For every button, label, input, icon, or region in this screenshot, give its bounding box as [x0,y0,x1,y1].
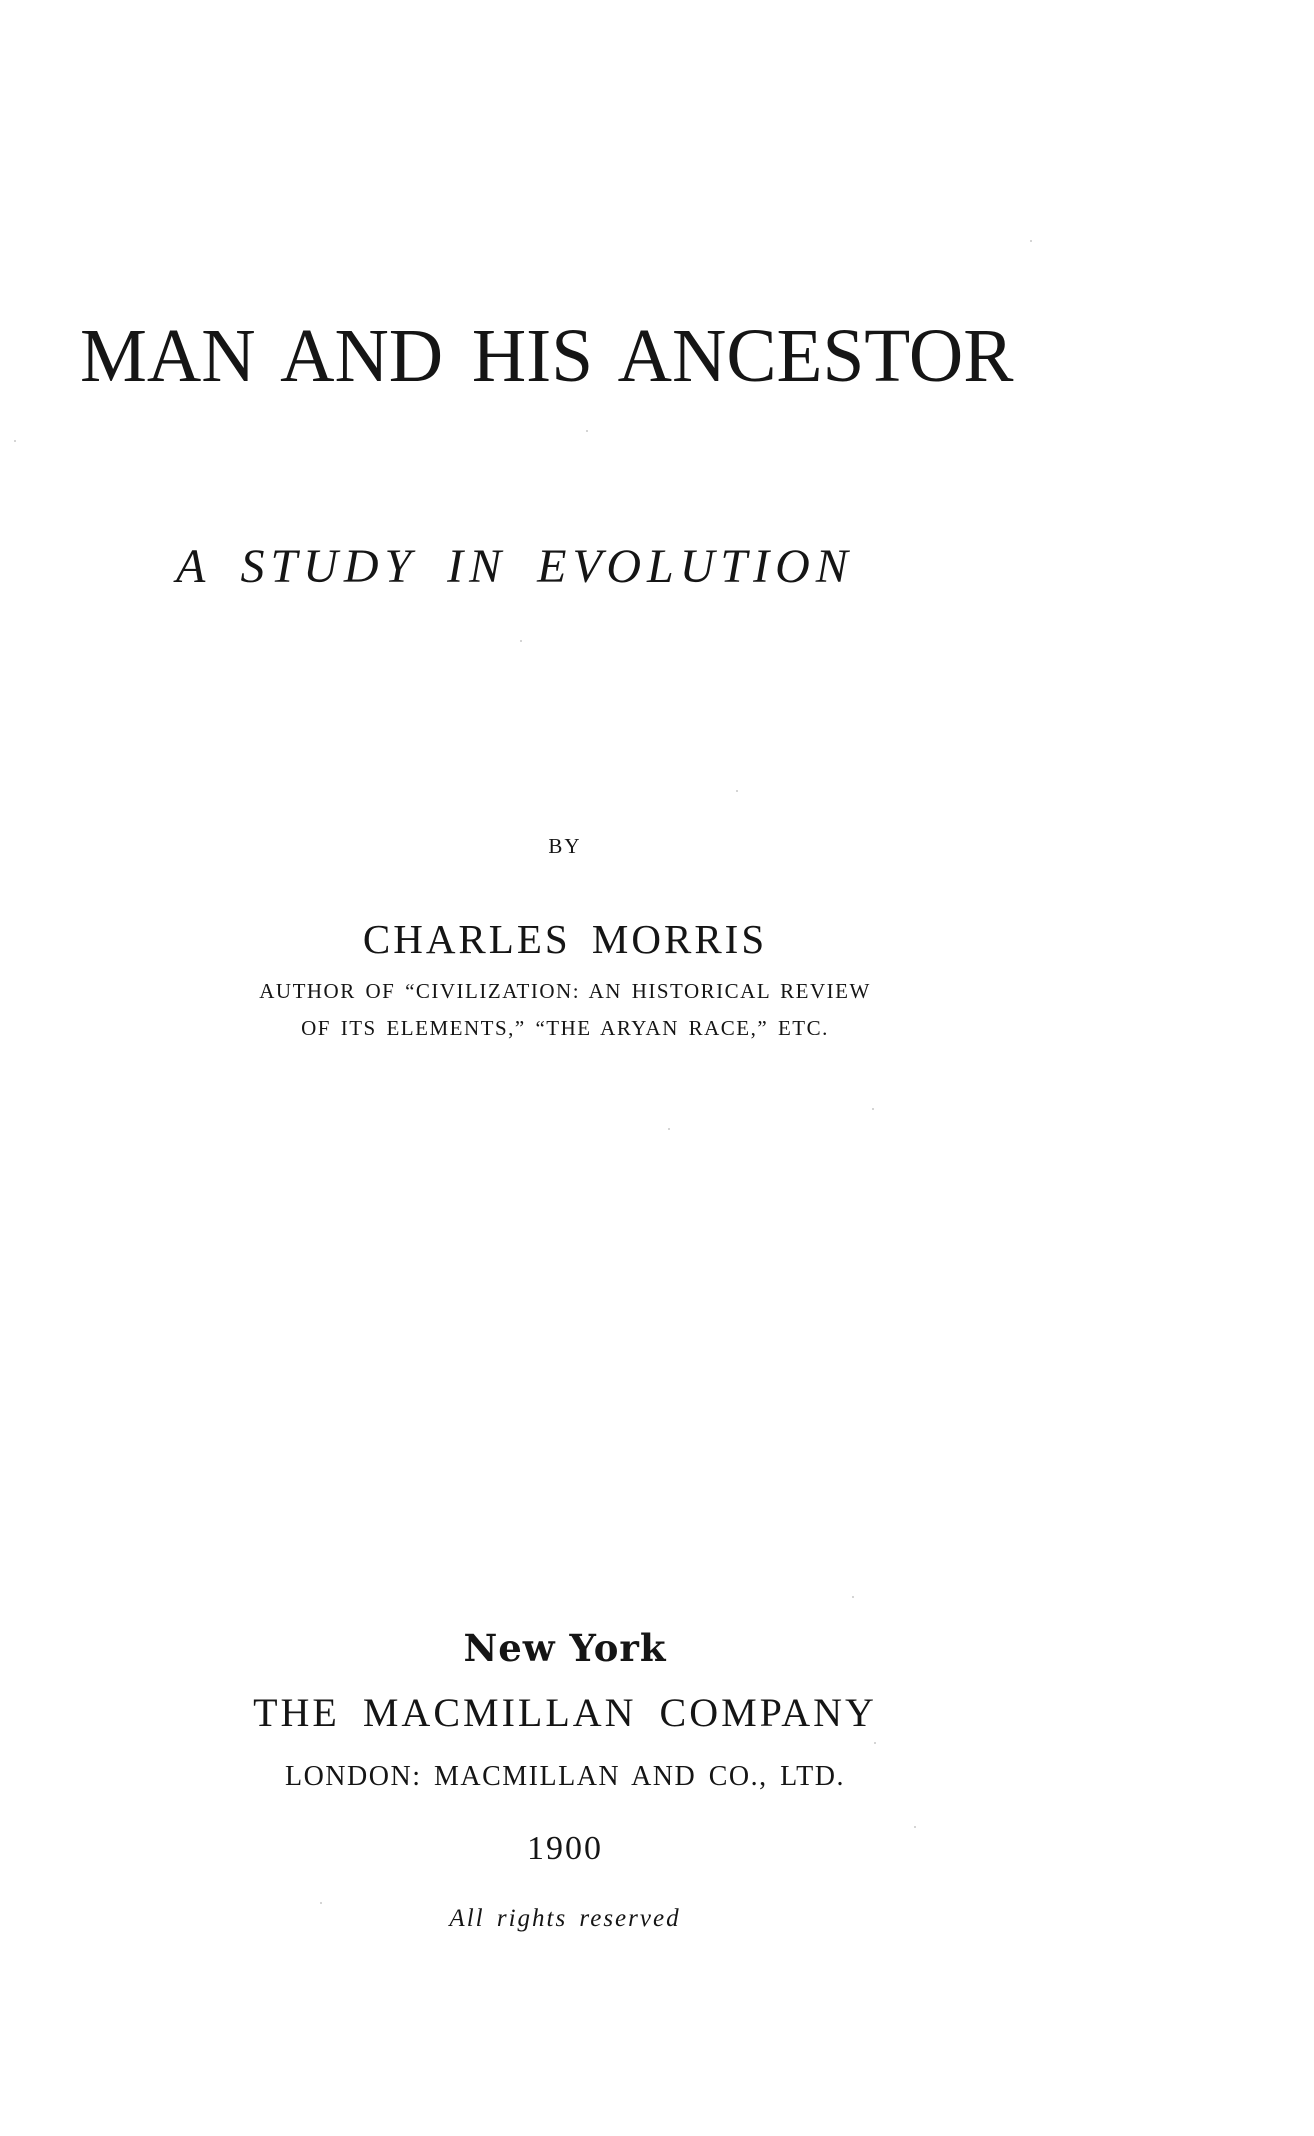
paper-speck [586,430,588,432]
author-credits-line-1: AUTHOR OF “CIVILIZATION: AN HISTORICAL REVIEW [259,979,871,1003]
rights-notice: All rights reserved [449,1905,681,1932]
paper-speck [520,640,522,642]
publisher-city: New York [463,1626,667,1670]
by-line: BY [548,834,582,858]
book-subtitle: A STUDY IN EVOLUTION [176,540,854,593]
publication-year: 1900 [527,1830,603,1867]
author-credits-line-2: OF ITS ELEMENTS,” “THE ARYAN RACE,” ETC. [301,1016,829,1040]
paper-speck [736,790,738,792]
author-name: CHARLES MORRIS [362,916,768,962]
publisher-name: THE MACMILLAN COMPANY [253,1690,877,1735]
paper-speck [320,1902,322,1904]
paper-speck [1030,240,1032,242]
paper-speck [874,1742,876,1744]
paper-speck [852,1596,854,1598]
paper-speck [668,1128,670,1130]
paper-speck [914,1826,916,1828]
book-title: MAN AND HIS ANCESTOR [80,314,1014,398]
paper-speck [872,1108,874,1110]
london-publisher-line: LONDON: MACMILLAN AND CO., LTD. [284,1761,846,1792]
paper-speck [14,440,16,442]
